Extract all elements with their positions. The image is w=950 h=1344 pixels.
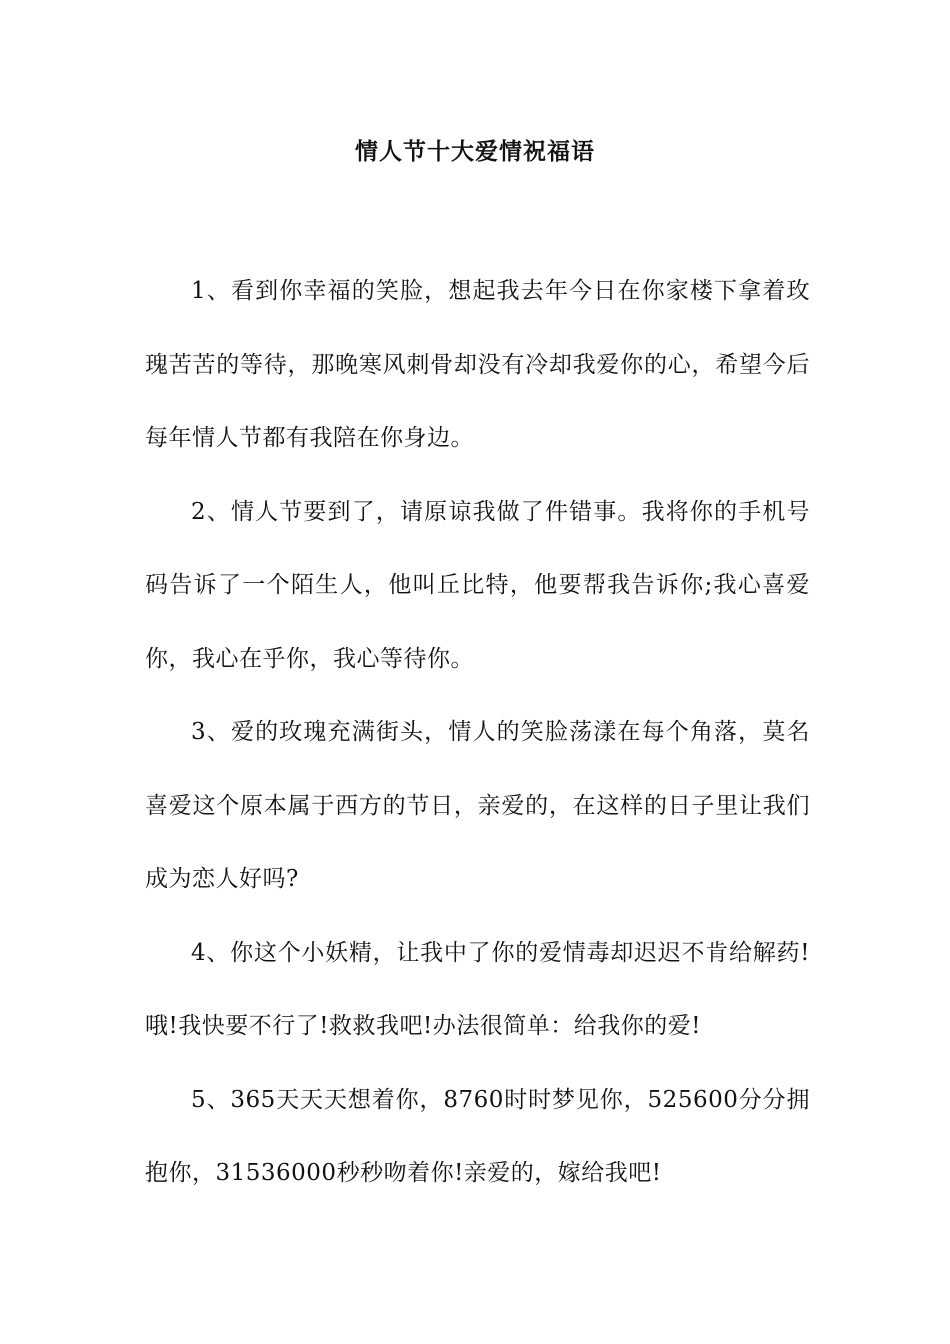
paragraph-2: 2、情人节要到了，请原谅我做了件错事。我将你的手机号码告诉了一个陌生人，他叫丘比特，他要帮我告诉你;我心喜爱你，我心在乎你，我心等待你。 <box>145 498 810 672</box>
paragraph-3: 3、爱的玫瑰充满街头，情人的笑脸荡漾在每个角落，莫名喜爱这个原本属于西方的节日，亲爱的，在这样的日子里让我们成为恋人好吗? <box>145 719 810 892</box>
document-title: 情人节十大爱情祝福语 <box>355 138 595 165</box>
document-body <box>145 255 810 1211</box>
paragraph-1: 1、看到你幸福的笑脸，想起我去年今日在你家楼下拿着玫瑰苦苦的等待，那晚寒风刺骨却没有冷却我爱你的心，希望今后每年情人节都有我陪在你身边。 <box>145 278 810 451</box>
paragraph-5: 5、365天天天想着你，8760时时梦见你，525600分分拥抱你，31536000秒秒吻着你!亲爱的，嫁给我吧! <box>145 1086 810 1186</box>
paragraph-4: 4、你这个小妖精，让我中了你的爱情毒却迟迟不肯给解药!哦!我快要不行了!救救我吧!办法很简单：给我你的爱! <box>145 939 810 1039</box>
